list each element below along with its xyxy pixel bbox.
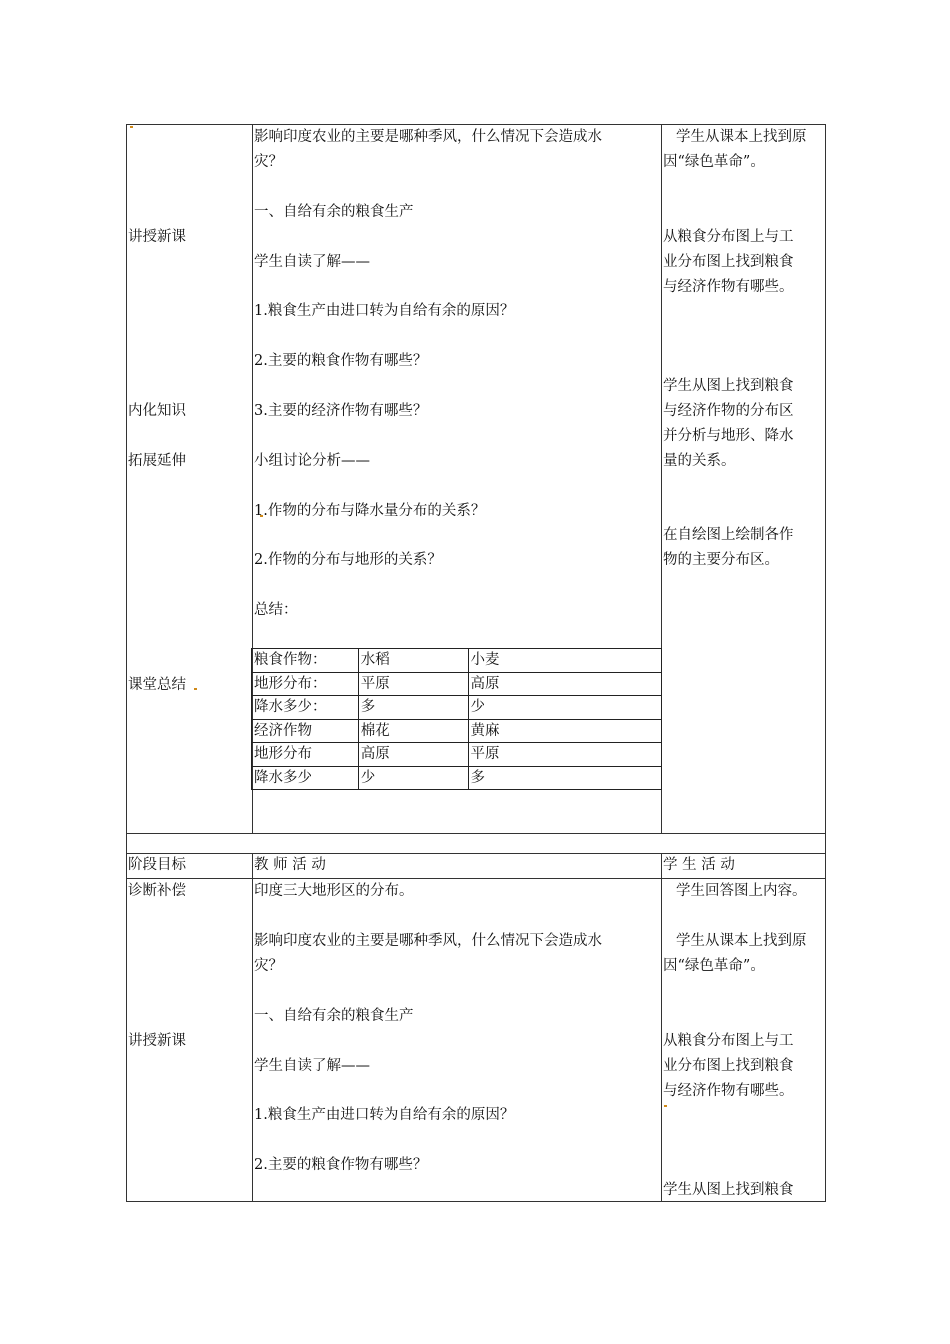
question-item: 2.主要的粮食作物有哪些？ [254,1157,428,1173]
table-cell: 地形分布 [252,743,359,767]
student-activity: 学生从图上找到粮食 [663,378,794,394]
table-row [252,649,662,673]
section-heading: 一、自给有余的粮食生产 [254,1008,414,1024]
discussion-prompt: 小组讨论分析—— [254,453,370,469]
section-heading: 一、自给有余的粮食生产 [254,204,414,220]
student-activity: 在自绘图上绘制各作 [663,527,794,543]
table-cell: 少 [358,766,468,790]
table-cell: 高原 [468,672,662,696]
student-activity: 与经济作物有哪些。 [663,279,794,295]
stage-label-teach: 讲授新课 [128,229,186,245]
teacher-question: 影响印度农业的主要是哪种季风，什么情况下会造成水 [254,129,602,145]
teacher-question: 影响印度农业的主要是哪种季风，什么情况下会造成水 [254,933,602,949]
column-divider-left-2 [252,853,253,1202]
table-cell: 平原 [468,743,662,767]
table-cell: 平原 [358,672,468,696]
student-activity: 学生从课本上找到原 [676,129,807,145]
table-cell: 多 [358,696,468,720]
header-student-activity: 学 生 活 动 [663,857,735,873]
student-activity: 业分布图上找到粮食 [663,1058,794,1074]
student-activity: 并分析与地形、降水 [663,428,794,444]
table-row [252,672,662,696]
table-cell: 地形分布： [252,672,359,696]
student-activity: 业分布图上找到粮食 [663,254,794,270]
question-item: 2.作物的分布与地形的关系？ [254,552,442,568]
student-activity: 学生回答图上内容。 [676,883,807,899]
table-row [252,719,662,743]
question-item: 1.粮食生产由进口转为自给有余的原因？ [254,1107,515,1123]
table-cell: 小麦 [468,649,662,673]
table-row [252,696,662,720]
student-activity: 量的关系。 [663,453,736,469]
student-activity: 物的主要分布区。 [663,552,779,568]
text-mark [194,688,197,690]
student-activity: 从粮食分布图上与工 [663,1033,794,1049]
stage-label-internalize: 内化知识 [128,403,186,419]
student-activity: 因“绿色革命”。 [663,154,765,170]
table-cell: 多 [468,766,662,790]
student-activity: 与经济作物有哪些。 [663,1083,794,1099]
table-cell: 降水多少： [252,696,359,720]
teacher-activity-line: 印度三大地形区的分布。 [254,883,414,899]
table-cell: 降水多少 [252,766,359,790]
table-cell: 黄麻 [468,719,662,743]
table-cell: 粮食作物： [252,649,359,673]
table-row [252,743,662,767]
student-activity: 学生从图上找到粮食 [663,1182,794,1198]
reading-prompt: 学生自读了解—— [254,1058,370,1074]
student-activity: 从粮食分布图上与工 [663,229,794,245]
table-cell: 经济作物 [252,719,359,743]
question-item: 1.作物的分布与降水量分布的关系？ [254,503,486,519]
teacher-question-cont: 灾？ [254,958,283,974]
reading-prompt: 学生自读了解—— [254,254,370,270]
crop-summary-table [251,648,662,790]
student-activity: 学生从课本上找到原 [676,933,807,949]
text-mark [664,1105,667,1107]
table-cell: 少 [468,696,662,720]
table-cell: 棉花 [358,719,468,743]
header-teacher-activity: 教 师 活 动 [254,857,326,873]
student-activity: 与经济作物的分布区 [663,403,794,419]
teacher-question-cont: 灾？ [254,154,283,170]
column-divider-right-2 [661,853,662,1202]
question-item: 1.粮食生产由进口转为自给有余的原因？ [254,303,515,319]
table-row [252,766,662,790]
header-stage-goal: 阶段目标 [128,857,186,873]
stage-label-teach: 讲授新课 [128,1033,186,1049]
stage-label-extend: 拓展延伸 [128,453,186,469]
stage-label-summary: 课堂总结 [128,677,186,693]
section-divider-top [126,833,826,834]
stage-label-diagnose: 诊断补偿 [128,883,186,899]
table-cell: 高原 [358,743,468,767]
corner-mark [130,126,133,128]
summary-label: 总结： [254,602,298,618]
question-item: 3.主要的经济作物有哪些？ [254,403,428,419]
question-item: 2.主要的粮食作物有哪些？ [254,353,428,369]
table-cell: 水稻 [358,649,468,673]
student-activity: 因“绿色革命”。 [663,958,765,974]
